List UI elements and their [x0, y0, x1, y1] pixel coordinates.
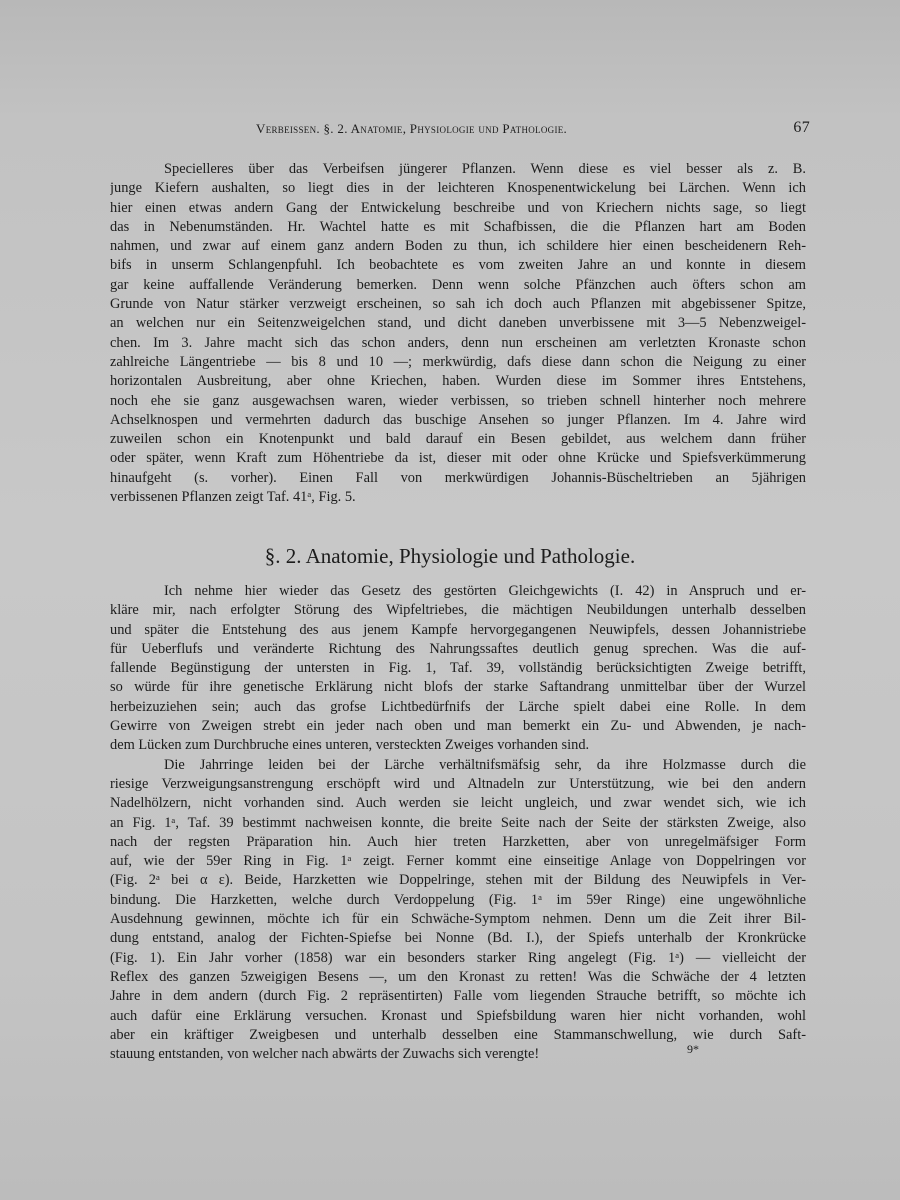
text-line: an Fig. 1ᵃ, Taf. 39 bestimmt nachweisen konnte, die breite Seite nach der Seite der stärksten Zweige, also — [110, 814, 806, 831]
text-line: oder später, wenn Kraft zum Höhentriebe da ist, dieser mit oder ohne Krücke und Spiefsverkümmerung — [110, 450, 806, 467]
text-line: dem Lücken zum Durchbruche eines unteren, versteckten Zweiges vorhanden sind. — [110, 737, 590, 754]
text-line: (Fig. 1). Ein Jahr vorher (1858) war ein besonders starker Ring angelegt (Fig. 1ᵃ) — vielleicht der — [110, 949, 806, 966]
text-line: so würde für ihre genetische Erklärung nicht blofs der starke Saftandrang unmittelbar über der Wurzel — [110, 679, 806, 696]
text-line: zuweilen schon ein Knotenpunkt und bald darauf ein Besen gebildet, aus welchem dann früher — [110, 431, 806, 448]
text-line: und später die Entstehung des aus jenem Kampfe hervorgegangenen Neuwipfels, dessen Johannistriebe — [110, 621, 806, 638]
text-line: Jahre in dem andern (durch Fig. 2 repräsentirten) Falle vom liegenden Strauche betrifft, so möchte ich — [110, 988, 806, 1005]
text-line: Die Jahrringe leiden bei der Lärche verhältnifsmäfsig sehr, da ihre Holzmasse durch die — [164, 756, 806, 773]
text-line: Ausdehnung gewinnen, möchte ich für ein Schwäche-Symptom nehmen. Denn um die Zeit ihrer Bil- — [110, 911, 806, 928]
text-line: dung entstand, analog der Fichten-Spiefse bei Nonne (Bd. I.), der Spiefs unterhalb der Kronkrücke — [110, 930, 806, 947]
signature-mark: 9* — [687, 1042, 699, 1056]
text-line: das in Nebenumständen. Hr. Wachtel hatte es mit Schafbissen, die die Pflanzen hart am Boden — [110, 218, 806, 235]
text-line: junge Kiefern aushalten, so liegt dies in der leichteren Knospenentwickelung bei Lärchen. Wenn ich — [110, 180, 806, 197]
text-line: hier einen etwas andern Gang der Entwickelung beschreibe und von Kriechern nichts sage, so liegt — [110, 199, 806, 216]
text-line: Specielleres über das Verbeifsen jüngerer Pflanzen. Wenn diese es viel besser als z. B. — [164, 161, 806, 177]
text-line: kläre mir, nach erfolgter Störung des Wipfeltriebes, die mächtigen Neubildungen unterhalb desselben — [110, 602, 806, 619]
text-line: aber ein kräftiger Zweigbesen und unterhalb desselben eine Stammanschwellung, wie durch Saft- — [110, 1026, 806, 1043]
text-line: fallende Begünstigung der untersten in Fig. 1, Taf. 39, vollständig berücksichtigten Zweige betrifft, — [110, 660, 806, 677]
paragraph-anatomie-group — [110, 582, 806, 1064]
text-line: Grunde von Natur stärker verzweigt erscheinen, so sah ich doch auch Pflanzen mit abgebissener Spitze, — [110, 296, 806, 313]
text-line: horizontalen Ausbreitung, aber ohne Kriechen, haben. Wurden diese im Sommer ihres Entstehens, — [110, 373, 806, 390]
text-line: an welchen nur ein Seitenzweigelchen stand, und dicht daneben unverbissene mit 3—5 Nebenzweigel- — [110, 315, 806, 332]
text-line: herbeizuziehen sein; auch das grofse Lichtbedürfnifs der Lärche spielt dabei eine Rolle. In dem — [110, 698, 806, 715]
text-line: für Ueberflufs und veränderte Richtung des Nahrungssaftes deutlich genug sprechen. Was die auf- — [110, 640, 806, 657]
text-line: Achselknospen und vermehrten dadurch das buschige Ansehen so junger Pflanzen. Im 4. Jahre wird — [110, 411, 806, 428]
text-line: Reflex des ganzen 5zweigigen Besens —, um den Kronast zu retten! Was die Schwäche der 4 letzten — [110, 968, 806, 985]
paragraph-verbeissen — [110, 160, 806, 507]
text-line: auch dafür eine Erklärung versuchen. Kronast und Spiefsbildung waren hier nicht vorhanden, wohl — [110, 1007, 806, 1024]
text-line: zahlreiche Längentriebe — bis 8 und 10 —; merkwürdig, dafs diese dann schon die Neigung zu einer — [110, 353, 806, 370]
text-line: gar keine auffallende Veränderung bemerken. Denn wenn solche Pfänzchen auch öfters schon am — [110, 276, 806, 293]
text-line: chen. Im 3. Jahre macht sich das schon anders, denn nun erscheinen am verletzten Kronaste schon — [110, 334, 806, 351]
text-line: bindung. Die Harzketten, welche durch Verdoppelung (Fig. 1ᵃ im 59er Ringe) eine ungewöhnliche — [110, 891, 806, 908]
text-line: Gewirre von Zweigen strebt ein jeder nach oben und man bemerkt ein Zu- und Abwenden, je nach- — [110, 718, 806, 735]
section-heading: §. 2. Anatomie, Physiologie und Pathologie. — [264, 544, 636, 568]
text-line: riesige Verzweigungsanstrengung erschöpft wird und Altnadeln zur Unterstützung, wie bei den andern — [110, 775, 806, 792]
text-line: bifs in unserm Schlangenpfuhl. Ich beobachtete es vom zweiten Jahre an und konnte in diesem — [110, 257, 806, 274]
text-line: Ich nehme hier wieder das Gesetz des gestörten Gleichgewichts (I. 42) in Anspruch und er- — [164, 583, 806, 599]
running-header-title: Verbeissen. §. 2. Anatomie, Physiologie und Pathologie. — [256, 121, 568, 136]
page-number: 67 — [793, 119, 810, 136]
text-line: (Fig. 2ᵃ bei α ε). Beide, Harzketten wie Doppelringe, stehen mit der Bildung des Neuwipfels in Ver- — [110, 872, 806, 889]
text-line: auf, wie der 59er Ring in Fig. 1ᵃ zeigt. Ferner kommt eine einseitige Anlage von Doppelringen vor — [110, 853, 806, 870]
text-line: nach der regsten Präparation hin. Auch hier treten Harzketten, aber von unregelmäfsiger Form — [110, 833, 806, 850]
running-header — [256, 121, 810, 141]
text-line: hinaufgeht (s. vorher). Einen Fall von merkwürdigen Johannis-Büscheltrieben an 5jährigen — [110, 469, 806, 486]
text-line: nahmen, und zwar auf einem ganz andern Boden zu thun, ich schildere hier einen bescheidenern Reh- — [110, 238, 806, 255]
text-line: verbissenen Pflanzen zeigt Taf. 41ᵃ, Fig. 5. — [110, 489, 356, 506]
text-line: noch ehe sie ganz ausgewachsen waren, wieder verbissen, so trieben schnell hinterher noch mehrere — [110, 392, 806, 409]
text-line: stauung entstanden, von welcher nach abwärts der Zuwachs sich verengte! — [110, 1046, 540, 1063]
text-line: Nadelhölzern, nicht vorhanden sind. Auch werden sie leicht ungleich, und zwar wendet sich, wie ich — [110, 795, 806, 812]
